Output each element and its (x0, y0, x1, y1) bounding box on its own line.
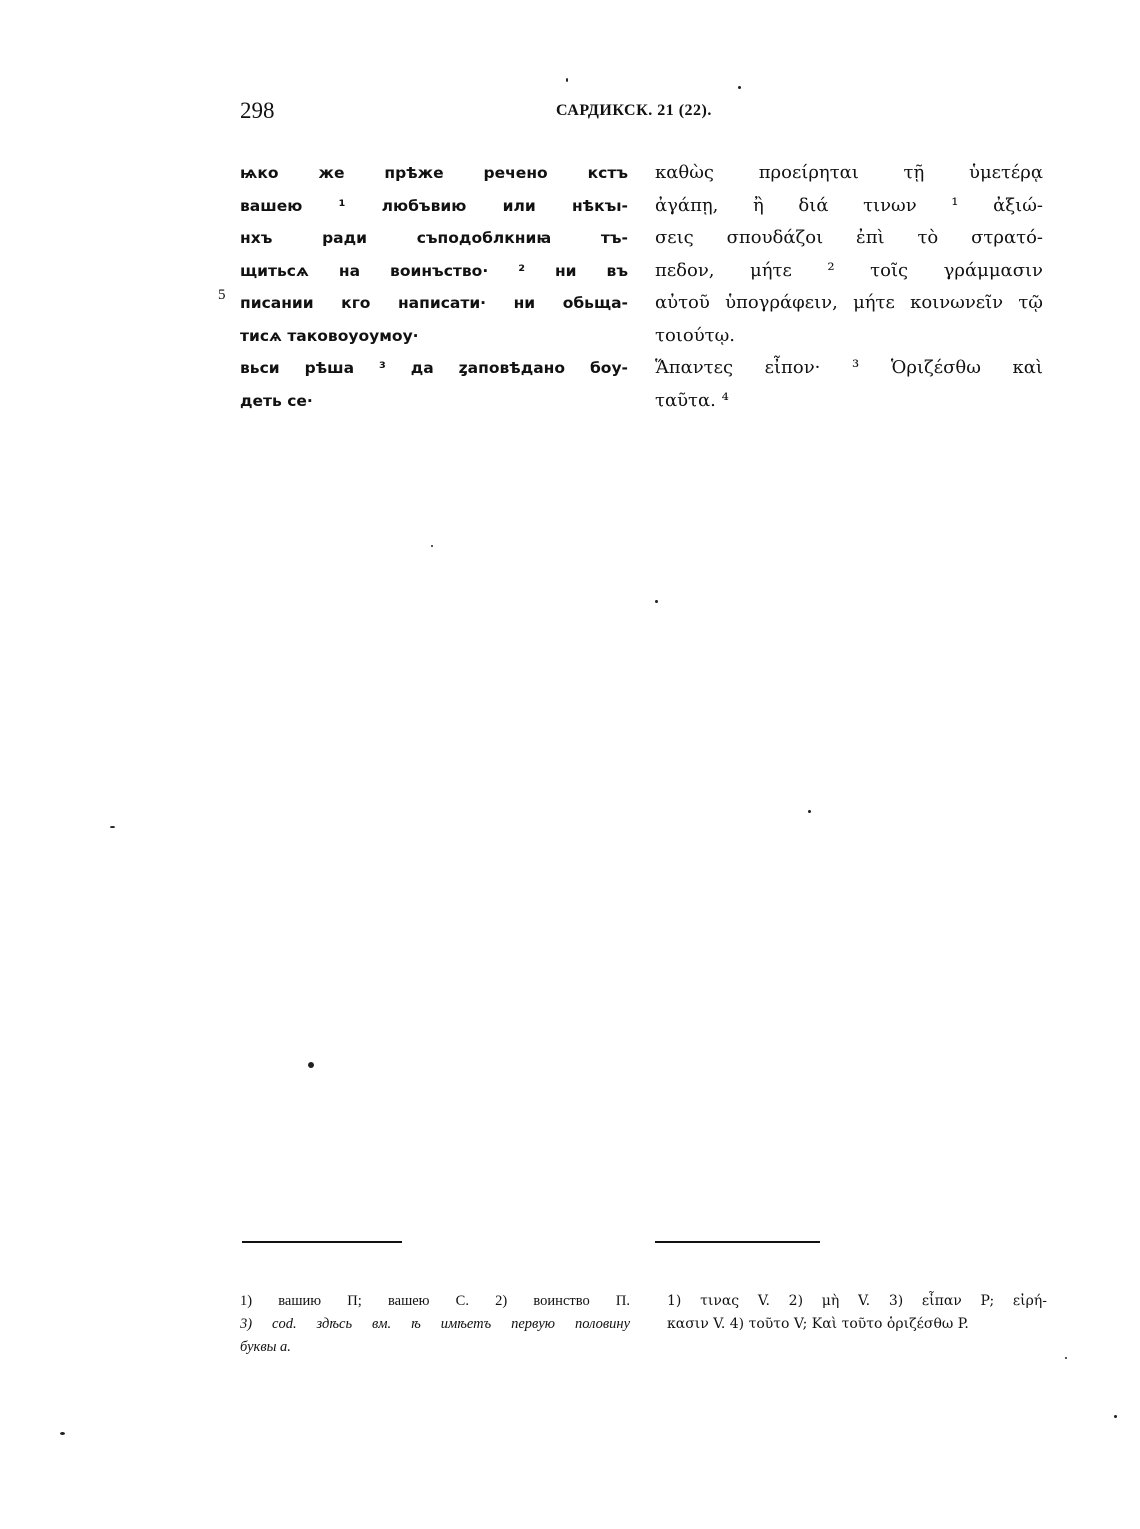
running-head: САРДИКСК. 21 (22). (556, 102, 712, 119)
greek-line: ἀγάπῃ, ἢ διά τινων ¹ ἀξιώ- (655, 194, 1043, 216)
greek-column (655, 157, 1043, 417)
margin-line-number: 5 (218, 287, 226, 303)
footnote-line: κασιν V. 4) τοῦτο V; Καὶ τοῦτο ὁριζέσθω P. (667, 1316, 969, 1332)
footnotes-slavonic (240, 1290, 630, 1359)
footnotes-greek (667, 1290, 1047, 1336)
footnote-rule-left (242, 1241, 402, 1243)
slavonic-line: вашею ¹ любъвию или нѣкъı- (240, 196, 628, 215)
footnote-rule-right (655, 1241, 820, 1243)
slavonic-line: тисѧ таковоуоумоу· (240, 326, 419, 345)
greek-line: τοιούτῳ. (655, 324, 735, 346)
print-speck (1114, 1415, 1117, 1418)
footnote-line: 1) вашию П; вашею С. 2) воинство П. (240, 1293, 630, 1309)
page-number: 298 (240, 98, 275, 123)
slavonic-line: деть се· (240, 391, 313, 410)
slavonic-line: писании кго написати· ни обьща- (240, 294, 628, 312)
greek-line: καθὼς προείρηται τῇ ὑμετέρᾳ (655, 162, 1043, 183)
print-speck (1065, 1357, 1067, 1359)
print-speck (60, 1432, 65, 1435)
print-speck (738, 86, 741, 89)
slavonic-line: щитьсѧ на воинъство· ² ни въ (240, 261, 628, 280)
footnote-line: 3) cod. здѣсь вм. ѣ имѣетъ первую половину (240, 1316, 630, 1332)
print-speck (808, 810, 811, 813)
greek-line: Ἅπαντες εἶπον· ³ Ὁριζέσθω καὶ (655, 357, 1043, 378)
slavonic-column (240, 157, 628, 417)
greek-line: αὐτοῦ ὑπογράφειν, μήτε κοινωνεῖν τῷ (655, 292, 1043, 313)
greek-line: πεδον, μήτε ² τοῖς γράμμασιν (655, 259, 1043, 281)
slavonic-line: вьси рѣша ³ да ȥаповѣдано боу- (240, 359, 628, 377)
footnote-line: буквы а. (240, 1339, 291, 1355)
print-speck (655, 600, 658, 603)
footnote-line: 1) τινας V. 2) μὴ V. 3) εἶπαν P; εἰρή- (667, 1293, 1047, 1309)
print-speck (308, 1062, 314, 1068)
greek-line: ταῦτα. ⁴ (655, 389, 729, 411)
slavonic-line: нхъ ради съподоблкниꙗ тъ- (240, 229, 628, 247)
greek-line: σεις σπουδάζοι ἐπὶ τὸ στρατό- (655, 227, 1043, 248)
print-speck (431, 545, 433, 547)
slavonic-line: ѩко же прѣже речено кстъ (240, 164, 628, 182)
print-speck (566, 78, 568, 82)
print-speck (110, 826, 115, 828)
